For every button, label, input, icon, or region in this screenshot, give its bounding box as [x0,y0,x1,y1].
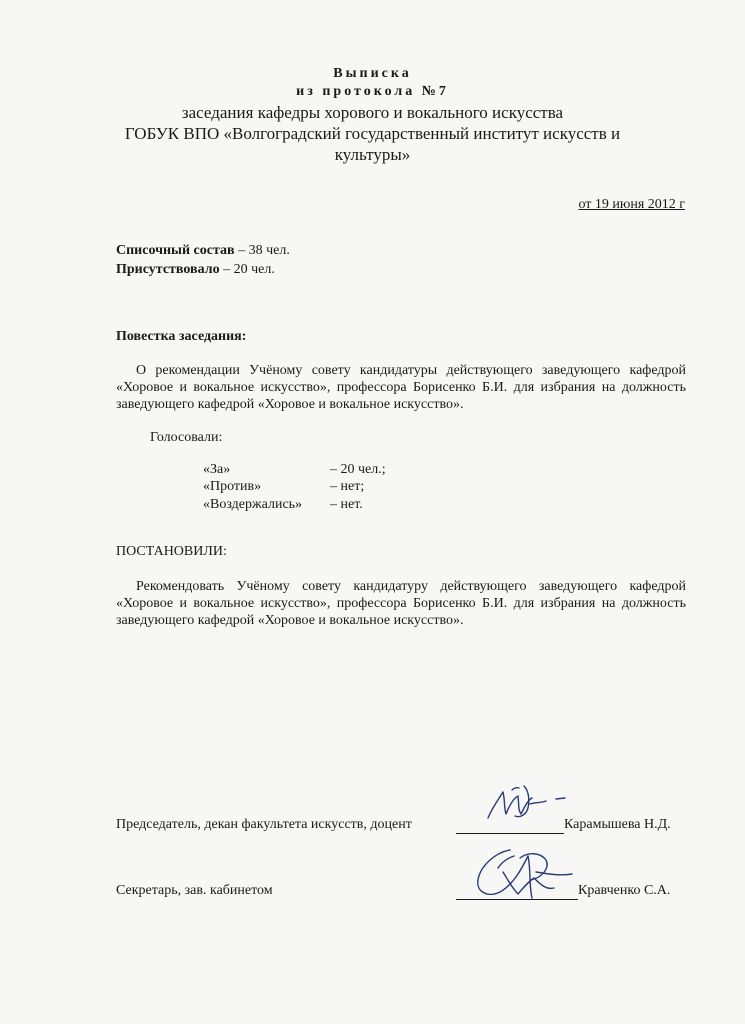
list-composition-value: – 38 чел. [234,243,290,258]
secretary-signature [478,850,572,898]
present-value: – 20 чел. [219,262,275,277]
agenda-heading: Повестка заседания: [116,329,247,344]
agenda-text: О рекомендации Учёному совету кандидатуры действующего заведующего кафедрой «Хоровое и вокальное искусство», профессора Борисенко Б.И. для избрания на должность заведующего кафедрой «Хоровое и вокальное искусство». [116,363,686,412]
chair-role: Председатель, декан факультета искусств, доцент [116,817,412,832]
chair-signature [488,786,565,818]
document-title: Выписка [333,66,412,81]
vote-against-value: – нет; [330,479,365,494]
resolution-heading: ПОСТАНОВИЛИ: [116,544,227,559]
chair-name: Карамышева Н.Д. [564,817,671,832]
vote-for-label: «За» [203,462,231,477]
list-composition-label: Списочный состав [116,243,235,258]
vote-for-value: – 20 чел.; [330,462,386,477]
meeting-line: заседания кафедры хорового и вокального искусства [181,103,564,122]
present-label: Присутствовало [116,262,220,277]
secretary-role: Секретарь, зав. кабинетом [116,883,273,898]
vote-heading: Голосовали: [150,430,223,445]
resolution-text: Рекомендовать Учёному совету кандидатуру действующего заведующего кафедрой «Хоровое и вокальное искусство», профессора Борисенко Б.И. для избрания на должность заведующего кафедрой «Хоровое и вокальное искусство». [116,579,686,628]
vote-abstain-value: – нет. [330,497,363,512]
secretary-name: Кравченко С.А. [578,883,671,898]
institution-line-cont: культуры» [334,145,411,164]
document-subtitle: из протокола №7 [296,84,449,99]
institution-line: ГОБУК ВПО «Волгоградский государственный институт искусств и [124,124,621,143]
vote-abstain-label: «Воздержались» [203,497,303,512]
vote-against-label: «Против» [203,479,262,494]
meeting-date: от 19 июня 2012 г [578,197,685,212]
